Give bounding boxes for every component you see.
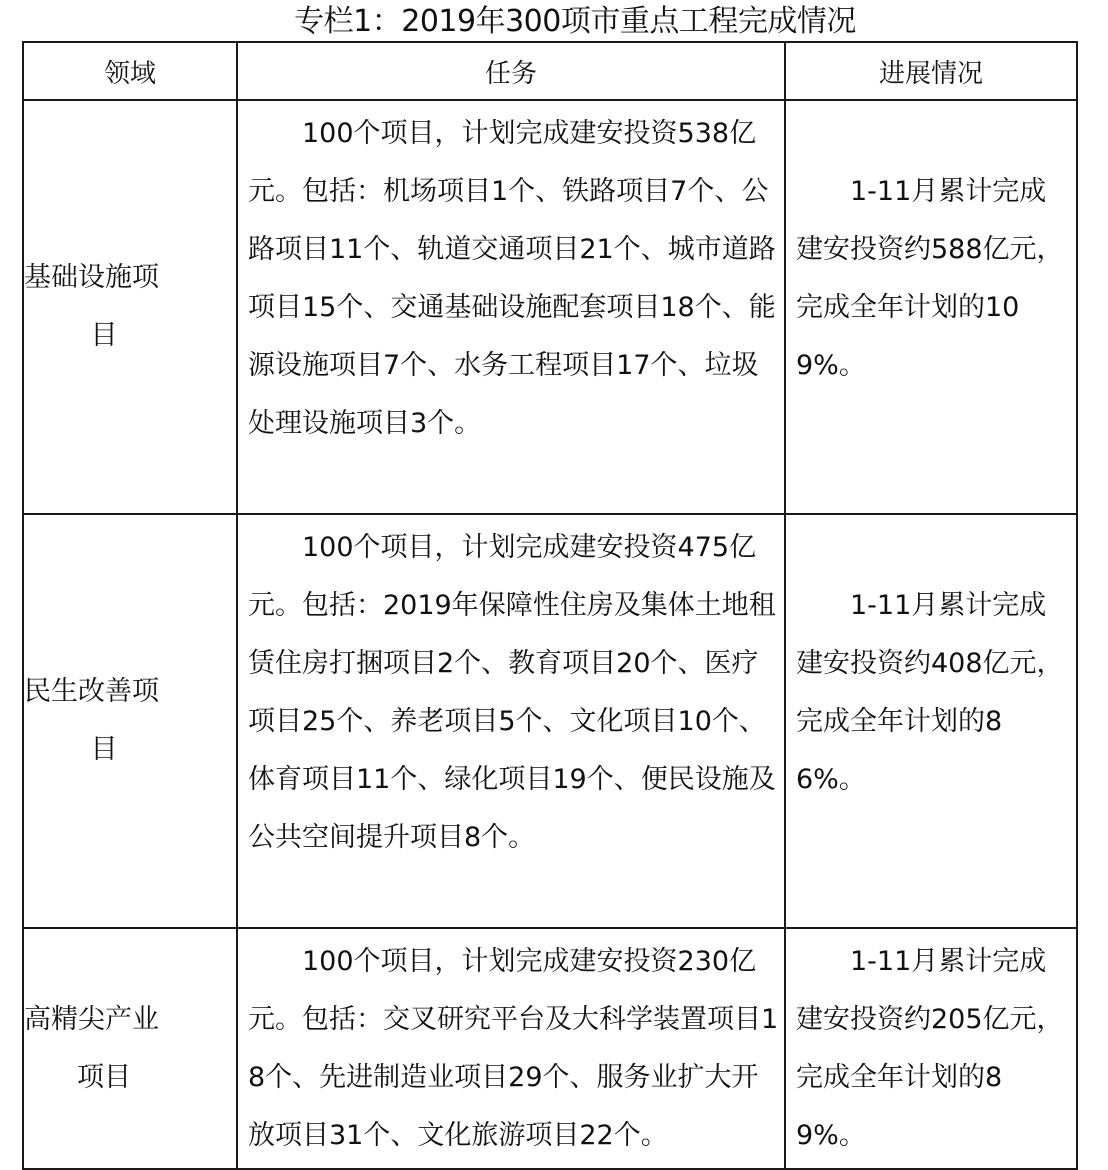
domain-label: 基础设施项 xyxy=(24,262,159,293)
domain-label: 高精尖产业 xyxy=(24,1003,159,1035)
header-progress: 进展情况 xyxy=(785,42,1077,100)
progress-text: 1-11月累计完成建安投资约588亿元，完成全年计划的109%。 xyxy=(796,176,1064,381)
progress-cell xyxy=(785,514,1077,928)
task-cell xyxy=(237,514,785,928)
domain-cell xyxy=(23,514,237,928)
progress-cell xyxy=(785,928,1077,1169)
table-row xyxy=(23,100,1077,514)
task-text: 100个项目，计划完成建安投资538亿元。包括：机场项目1个、铁路项目7个、公路项目11个、轨道交通项目21个、城市道路项目15个、交通基础设施配套项目18个、能源设施项目7个、水务工程项目17个、垃圾处理设施项目3个。 xyxy=(248,118,776,439)
header-task: 任务 xyxy=(237,42,785,100)
domain-label-cont: 项目 xyxy=(77,1061,131,1093)
progress-text: 1-11月累计完成建安投资约205亿元，完成全年计划的89%。 xyxy=(796,946,1064,1151)
header-domain: 领域 xyxy=(23,42,237,100)
domain-label: 民生改善项 xyxy=(24,676,159,707)
task-text: 100个项目，计划完成建安投资230亿元。包括：交叉研究平台及大科学装置项目18个、先进制造业项目29个、服务业扩大开放项目31个、文化旅游项目22个。 xyxy=(248,946,779,1151)
table-row xyxy=(23,514,1077,928)
domain-cell xyxy=(23,100,237,514)
domain-label-cont: 目 xyxy=(90,320,118,351)
page-title: 专栏1：2019年300项市重点工程完成情况 xyxy=(294,4,856,39)
table-row xyxy=(23,928,1077,1169)
domain-cell xyxy=(23,928,237,1169)
progress-text: 1-11月累计完成建安投资约408亿元，完成全年计划的86%。 xyxy=(796,590,1064,795)
task-cell xyxy=(237,928,785,1169)
table-header-row xyxy=(23,42,1077,100)
progress-cell xyxy=(785,100,1077,514)
projects-table xyxy=(22,41,1078,1170)
domain-label-cont: 目 xyxy=(90,734,118,765)
task-text: 100个项目，计划完成建安投资475亿元。包括：2019年保障性住房及集体土地租赁住房打捆项目2个、教育项目20个、医疗项目25个、养老项目5个、文化项目10个、体育项目11个、绿化项目19个、便民设施及公共空间提升项目8个。 xyxy=(248,532,776,853)
task-cell xyxy=(237,100,785,514)
